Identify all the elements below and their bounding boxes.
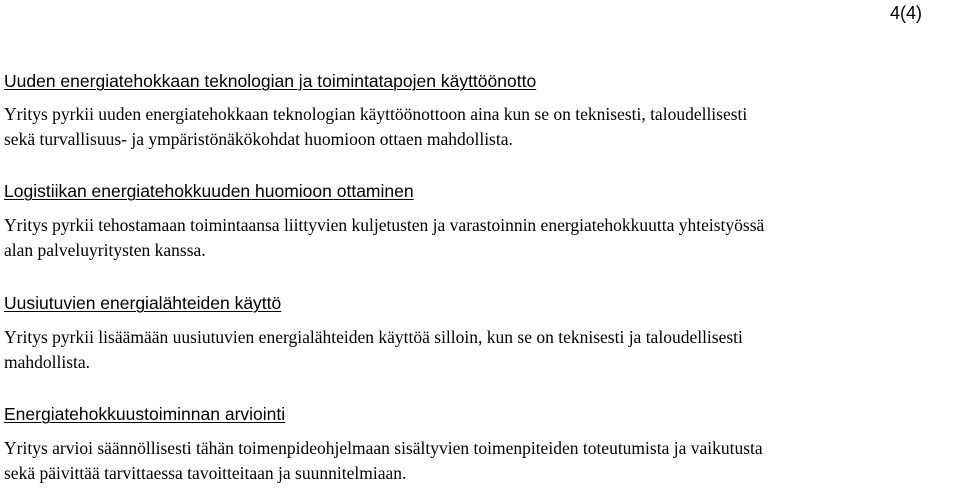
paragraph-line: sekä päivittää tarvittaessa tavoitteitaan ja suunnitelmiaan. — [4, 463, 407, 483]
section-logistics — [4, 180, 955, 263]
section-new-technology — [4, 70, 955, 152]
section-paragraph — [4, 213, 955, 263]
paragraph-line: Yritys arvioi säännöllisesti tähän toimenpideohjelmaan sisältyvien toimenpiteiden toteutumista ja vaikutusta — [4, 438, 763, 458]
section-paragraph — [4, 325, 955, 375]
section-heading: Uusiutuvien energialähteiden käyttö — [4, 293, 282, 313]
paragraph-line: alan palveluyritysten kanssa. — [4, 240, 206, 260]
section-renewable-energy — [4, 292, 955, 375]
section-paragraph — [4, 102, 955, 152]
paragraph-line: Yritys pyrkii lisäämään uusiutuvien energialähteiden käyttöä silloin, kun se on teknisesti ja taloudellisesti — [4, 327, 743, 347]
paragraph-line: Yritys pyrkii tehostamaan toimintaansa liittyvien kuljetusten ja varastoinnin energiatehokkuutta yhteistyössä — [4, 215, 765, 235]
section-evaluation — [4, 403, 955, 486]
paragraph-line: Yritys pyrkii uuden energiatehokkaan teknologian käyttöönottoon aina kun se on teknisesti, taloudellisesti — [4, 104, 748, 124]
section-heading: Uuden energiatehokkaan teknologian ja toimintatapojen käyttöönotto — [4, 71, 537, 91]
section-heading: Energiatehokkuustoiminnan arviointi — [4, 404, 286, 424]
paragraph-line: mahdollista. — [4, 352, 91, 372]
paragraph-line: sekä turvallisuus- ja ympäristönäkökohdat huomioon ottaen mahdollista. — [4, 129, 513, 149]
section-paragraph — [4, 436, 955, 486]
section-heading: Logistiikan energiatehokkuuden huomioon ottaminen — [4, 181, 414, 201]
page-number: 4(4) — [889, 3, 922, 23]
